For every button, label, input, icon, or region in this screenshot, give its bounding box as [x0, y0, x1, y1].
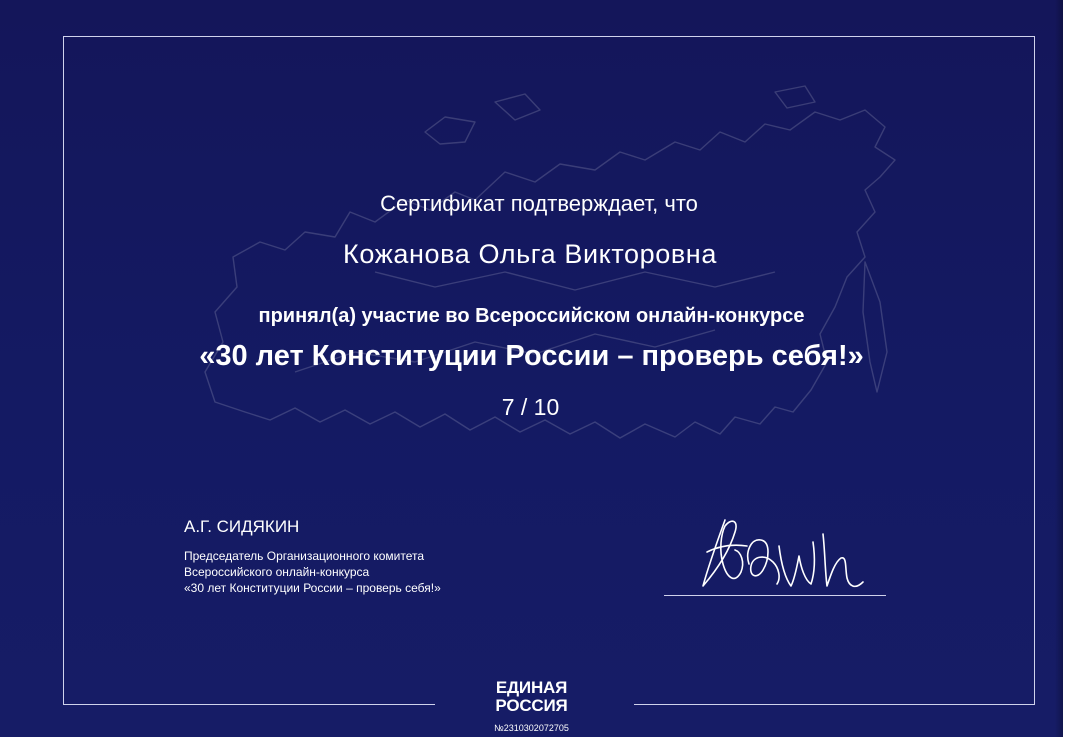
recipient-name: Кожанова Ольга Викторовна	[343, 239, 717, 269]
certificate-intro: Сертификат подтверждает, что	[380, 191, 698, 216]
registration-number: №2310302072705	[494, 723, 569, 733]
logo-line-2: РОССИЯ	[495, 696, 568, 715]
signatory-role-line: Председатель Организационного комитета	[184, 549, 425, 563]
signatory-role-line: «30 лет Конституции России – проверь себя!»	[184, 581, 441, 595]
signatory-name: А.Г. СИДЯКИН	[184, 517, 300, 536]
page-edge-shadow	[1055, 0, 1063, 737]
contest-title: «30 лет Конституции России – проверь себя!»	[199, 340, 864, 372]
signatory-role-line: Всероссийского онлайн-конкурса	[184, 565, 370, 579]
handwritten-signature	[695, 512, 870, 594]
united-russia-logo	[0, 679, 1063, 715]
signature-line	[664, 595, 886, 596]
score: 7 / 10	[501, 394, 560, 420]
logo-line-1: ЕДИНАЯ	[495, 678, 568, 697]
page-edge	[1063, 0, 1069, 737]
participation-text: принял(а) участие во Всероссийском онлайн-конкурсе	[258, 305, 805, 327]
signatory-role	[184, 548, 441, 596]
